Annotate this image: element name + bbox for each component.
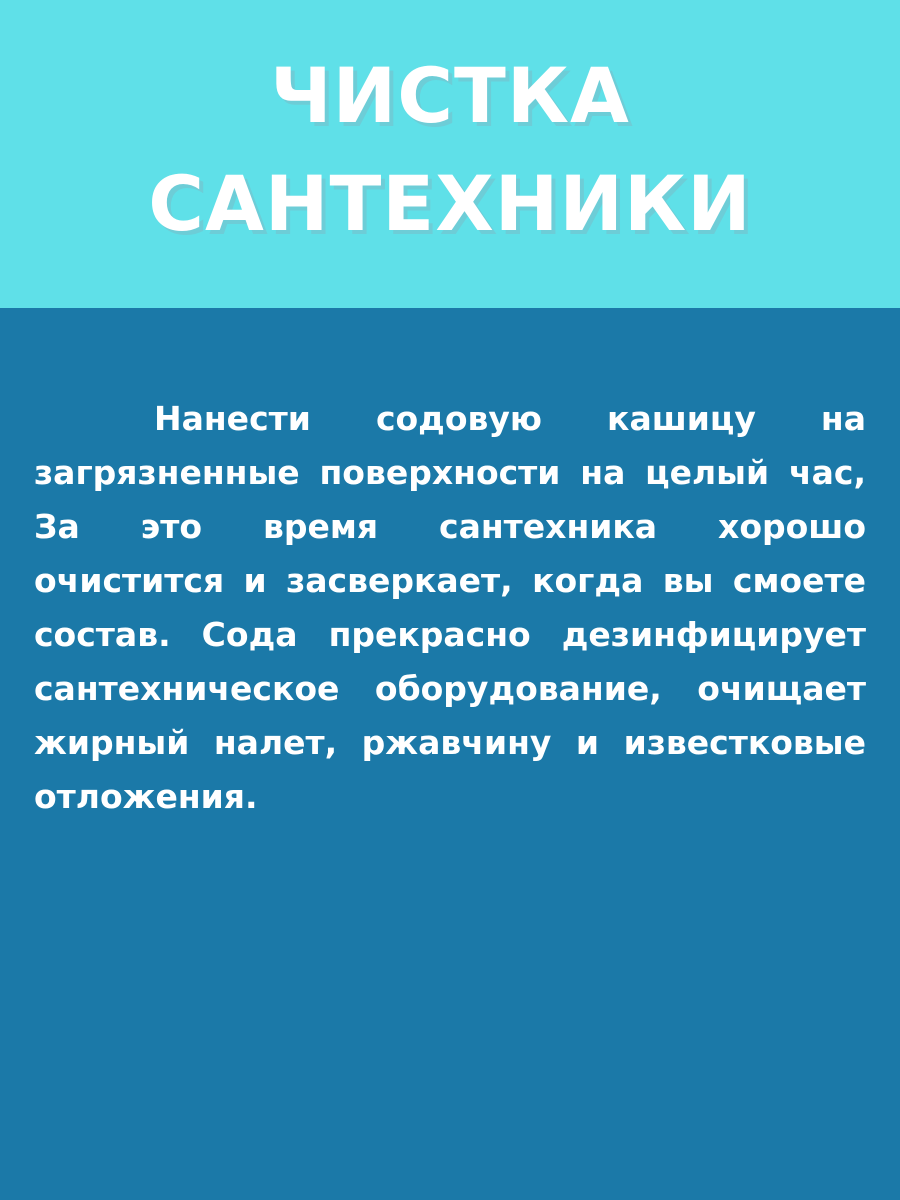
body-band bbox=[0, 308, 900, 1200]
page-title-line-2: САНТЕХНИКИ bbox=[148, 159, 752, 248]
body-paragraph: Нанести содовую кашицу на загрязненные поверхности на целый час, За это время сантехника хорошо очистится и засверкает, когда вы смоете состав. Сода прекрасно дезинфицирует сантехническое оборудование, очищает жирный налет, ржавчину и известковые отложения. bbox=[34, 399, 866, 816]
page-title-line-1: ЧИСТКА bbox=[270, 51, 630, 140]
title-band bbox=[0, 0, 900, 308]
